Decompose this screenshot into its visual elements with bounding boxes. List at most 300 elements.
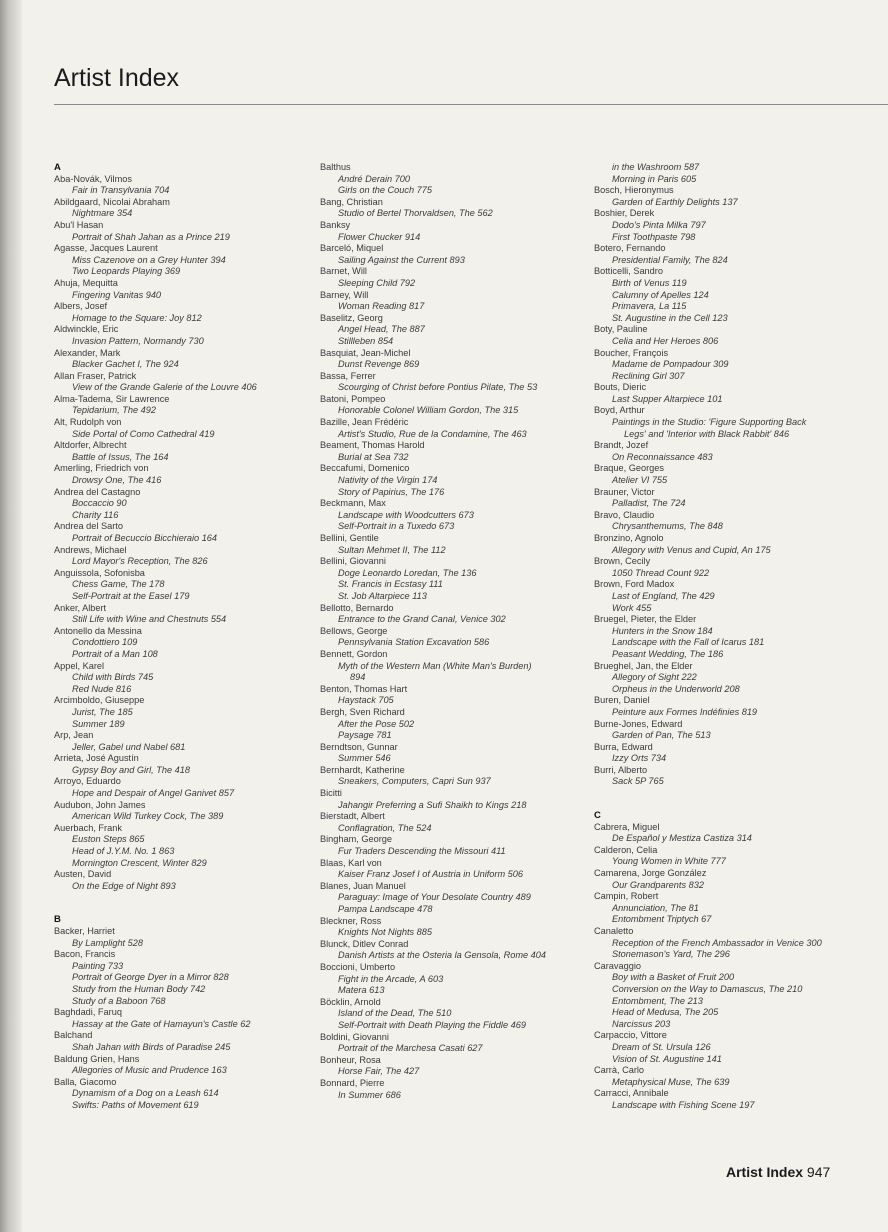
artwork-title: Metaphysical Muse, The 639 (612, 1076, 730, 1087)
artist-name: Auerbach, Frank (54, 822, 122, 833)
index-entry (594, 891, 844, 926)
artwork-title: Garden of Pan, The 513 (612, 730, 711, 741)
artwork-title: Calumny of Apelles 124 (612, 289, 709, 300)
index-entry (320, 371, 570, 394)
index-entry (54, 776, 304, 799)
artist-name: Campin, Robert (594, 891, 659, 902)
page-title: Artist Index (54, 64, 180, 92)
artwork-title: Morning in Paris 605 (612, 173, 697, 184)
index-entry (320, 220, 570, 243)
artist-name: Bravo, Claudio (594, 509, 655, 520)
artwork-title: After the Pose 502 (338, 718, 415, 729)
index-entry (54, 1077, 304, 1112)
index-entry (54, 730, 304, 753)
index-entry (594, 765, 844, 788)
artwork-title: Self-Portrait at the Easel 179 (72, 590, 190, 601)
artist-name: Bellotto, Bernardo (320, 602, 394, 613)
artwork-title: Paintings in the Studio: 'Figure Supporting Back (612, 417, 807, 428)
artwork-title: Miss Cazenove on a Grey Hunter 394 (72, 254, 226, 265)
index-entry (54, 661, 304, 696)
artist-name: Allan Fraser, Patrick (54, 370, 137, 381)
index-entry (320, 463, 570, 498)
artwork-title: Entombment Triptych 67 (612, 914, 712, 925)
artwork-title: Burial at Sea 732 (338, 451, 409, 462)
artist-name: Boccioni, Umberto (320, 961, 396, 972)
artist-name: Böcklin, Arnold (320, 996, 381, 1007)
index-entry (54, 417, 304, 440)
index-entry (320, 707, 570, 742)
artist-name: Aba-Novák, Vilmos (54, 173, 132, 184)
index-entry (320, 417, 570, 440)
artwork-title: Hunters in the Snow 184 (612, 625, 713, 636)
index-entry (320, 881, 570, 916)
artist-name: Bellini, Gentile (320, 533, 379, 543)
artist-name: Bernhardt, Katherine (320, 764, 405, 775)
artwork-title: In Summer 686 (338, 1089, 401, 1100)
artwork-title: André Derain 700 (338, 173, 411, 184)
artist-name: Bassa, Ferrer (320, 370, 376, 381)
artist-name: Berndtson, Gunnar (320, 741, 398, 752)
artwork-title: Last Supper Altarpiece 101 (612, 393, 723, 404)
artwork-title: Lord Mayor's Reception, The 826 (72, 556, 208, 567)
index-entry (594, 1030, 844, 1065)
index-entry (54, 800, 304, 823)
artwork-title: Jahangir Preferring a Sufi Shaikh to Kings 218 (338, 799, 527, 810)
artwork-title: Pennsylvania Station Excavation 586 (338, 637, 490, 648)
index-entry (320, 533, 570, 556)
index-entry (54, 823, 304, 869)
index-entry (320, 788, 570, 811)
artwork-title: Paysage 781 (338, 730, 392, 741)
artwork-title: Boy with a Basket of Fruit 200 (612, 972, 735, 983)
page-footer (726, 1164, 830, 1180)
artist-name: Cabrera, Miguel (594, 821, 660, 832)
artist-name: Carrà, Carlo (594, 1065, 645, 1076)
artist-name: Arcimboldo, Giuseppe (54, 695, 145, 706)
artist-name: Blanes, Juan Manuel (320, 880, 406, 891)
artwork-title: Condottiero 109 (72, 637, 138, 648)
artwork-title: Haystack 705 (338, 695, 394, 706)
artist-name: Austen, David (54, 869, 112, 880)
index-entry (320, 939, 570, 962)
artwork-title: Horse Fair, The 427 (338, 1066, 420, 1077)
index-entry (320, 811, 570, 834)
artwork-title: Chrysanthemums, The 848 (612, 521, 723, 532)
artist-name: Bonnard, Pierre (320, 1077, 385, 1088)
artwork-title: Last of England, The 429 (612, 590, 715, 601)
index-entry (594, 348, 844, 383)
artwork-title: Paraguay: Image of Your Desolate Country 489 (338, 892, 531, 903)
artist-name: Alt, Rudolph von (54, 417, 122, 428)
index-entry (594, 695, 844, 718)
index-entry (54, 301, 304, 324)
index-entry (594, 324, 844, 347)
artwork-title: Euston Steps 865 (72, 834, 145, 845)
artwork-title: Fair in Transylvania 704 (72, 185, 170, 196)
artwork-title: Side Portal of Como Cathedral 419 (72, 428, 215, 439)
index-entry (320, 556, 570, 602)
artwork-title: Sultan Mehmet II, The 112 (338, 544, 446, 555)
artwork-title: Portrait of a Man 108 (72, 648, 158, 659)
index-entry (594, 185, 844, 208)
index-entry (54, 603, 304, 626)
index-entry (594, 440, 844, 463)
artwork-title: Angel Head, The 887 (338, 324, 425, 335)
index-entry (54, 1030, 304, 1053)
index-entry (594, 719, 844, 742)
artwork-title: Birth of Venus 119 (612, 277, 687, 288)
index-entry (594, 845, 844, 868)
section-gap (594, 788, 844, 810)
artwork-title: Reception of the French Ambassador in Venice 300 (612, 937, 822, 948)
artwork-title: Artist's Studio, Rue de la Condamine, The 463 (338, 428, 527, 439)
artwork-title: Danish Artists at the Osteria la Gensola, Rome 404 (338, 950, 547, 961)
index-entry (320, 962, 570, 997)
artwork-title: Invasion Pattern, Normandy 730 (72, 335, 204, 346)
artist-name: Arroyo, Eduardo (54, 776, 121, 787)
artist-name: Andrea del Castagno (54, 486, 141, 497)
artwork-title: Stonemason's Yard, The 296 (612, 949, 730, 960)
artist-name: Buren, Daniel (594, 695, 650, 706)
artwork-title: 894 (350, 672, 366, 683)
artwork-title: St. Augustine in the Cell 123 (612, 312, 728, 323)
artwork-title: Work 455 (612, 602, 652, 613)
artwork-title: Entombment, The 213 (612, 995, 703, 1006)
artwork-title: Hassay at the Gate of Hamayun's Castle 62 (72, 1018, 251, 1029)
artist-name: Albers, Josef (54, 301, 108, 312)
artwork-title: Atelier VI 755 (612, 475, 668, 486)
artist-name: Brauner, Victor (594, 486, 655, 497)
index-entry (594, 822, 844, 845)
artwork-title: Palladist, The 724 (612, 498, 686, 509)
artwork-title: Gypsy Boy and Girl, The 418 (72, 764, 190, 775)
artwork-title: Dynamism of a Dog on a Leash 614 (72, 1088, 219, 1099)
artist-name: Andrea del Sarto (54, 521, 123, 532)
artist-name: Bronzino, Agnolo (594, 533, 664, 543)
artist-name: Bellini, Giovanni (320, 556, 386, 567)
artwork-title: Jurist, The 185 (72, 706, 133, 717)
artwork-title: Girls on the Couch 775 (338, 185, 432, 196)
index-entry (54, 197, 304, 220)
index-entry (320, 1055, 570, 1078)
index-entry (320, 440, 570, 463)
index-entry (320, 997, 570, 1032)
artwork-title: Nightmare 354 (72, 208, 133, 219)
artwork-title: Allegory of Sight 222 (612, 672, 697, 683)
index-entry (594, 614, 844, 660)
artist-name: Arp, Jean (54, 730, 94, 741)
artist-name: Amerling, Friedrich von (54, 463, 149, 474)
index-entry (54, 348, 304, 371)
index-entry (594, 868, 844, 891)
artwork-title: Honorable Colonel William Gordon, The 315 (338, 405, 519, 416)
index-entry (320, 1032, 570, 1055)
artist-name: Benton, Thomas Hart (320, 683, 408, 694)
artist-name: Appel, Karel (54, 660, 105, 671)
artwork-title: Woman Reading 817 (338, 301, 425, 312)
artwork-title: Head of J.Y.M. No. 1 863 (72, 846, 175, 857)
index-entry (54, 1007, 304, 1030)
artist-name: Bouts, Dieric (594, 382, 647, 393)
artwork-title: Blacker Gachet I, The 924 (72, 359, 179, 370)
artwork-title: Portrait of Shah Jahan as a Prince 219 (72, 231, 230, 242)
artist-name: Carracci, Annibale (594, 1088, 669, 1099)
index-entry (54, 1054, 304, 1077)
artist-name: Bang, Christian (320, 196, 383, 207)
artwork-title: De Español y Mestiza Castiza 314 (612, 833, 752, 844)
artwork-title: Celia and Her Heroes 806 (612, 335, 719, 346)
index-entry (320, 649, 570, 684)
artwork-title: in the Washroom 587 (612, 162, 700, 172)
artwork-title: Knights Not Nights 885 (338, 927, 432, 938)
index-entry (320, 834, 570, 857)
index-entry (320, 765, 570, 788)
index-entry (594, 533, 844, 556)
artist-name: Agasse, Jacques Laurent (54, 243, 158, 254)
index-entry (54, 926, 304, 949)
index-entry (320, 858, 570, 881)
index-entry (320, 742, 570, 765)
artwork-title: Portrait of Becuccio Bicchieraio 164 (72, 533, 218, 543)
artwork-title: St. Francis in Ecstasy 111 (338, 579, 443, 590)
artist-name: Ahuja, Mequitta (54, 277, 118, 288)
artwork-title: Battle of Issus, The 164 (72, 451, 169, 462)
artist-name: Balchand (54, 1030, 93, 1041)
artist-name: Balthus (320, 162, 351, 172)
index-entry (54, 626, 304, 661)
artwork-title: Jeller, Gabel und Nabel 681 (72, 741, 186, 752)
artwork-title: Fight in the Arcade, A 603 (338, 973, 444, 984)
index-entry (54, 568, 304, 603)
index-entry (320, 394, 570, 417)
index-entry (594, 1088, 844, 1111)
artwork-title: Swifts: Paths of Movement 619 (72, 1099, 199, 1110)
artist-name: Burri, Alberto (594, 764, 648, 775)
index-entry (54, 487, 304, 522)
index-entry (320, 498, 570, 533)
index-entry (54, 869, 304, 892)
artist-name: Botero, Fernando (594, 243, 666, 254)
artwork-title: Study from the Human Body 742 (72, 983, 206, 994)
index-entry (594, 463, 844, 486)
artwork-title: Story of Papirius, The 176 (338, 486, 445, 497)
artist-name: Bazille, Jean Frédéric (320, 417, 409, 428)
index-entry (320, 290, 570, 313)
artist-name: Blaas, Karl von (320, 857, 382, 868)
index-entry (320, 916, 570, 939)
artist-name: Boldini, Giovanni (320, 1031, 389, 1042)
artwork-title: Shah Jahan with Birds of Paradise 245 (72, 1041, 231, 1052)
artwork-title: Conflagration, The 524 (338, 822, 432, 833)
index-entry (594, 926, 844, 961)
artwork-title: Portrait of George Dyer in a Mirror 828 (72, 972, 229, 983)
artwork-title: Summer 189 (72, 718, 125, 729)
index-entry (594, 487, 844, 510)
artist-name: Batoni, Pompeo (320, 393, 386, 404)
artist-name: Audubon, John James (54, 799, 146, 810)
section-gap (54, 892, 304, 914)
artist-name: Baghdadi, Faruq (54, 1007, 122, 1018)
index-entry (54, 440, 304, 463)
artist-name: Bosch, Hieronymus (594, 185, 674, 196)
artist-name: Baldung Grien, Hans (54, 1053, 140, 1064)
index-entry (54, 545, 304, 568)
artwork-title: Garden of Earthly Delights 137 (612, 196, 738, 207)
artist-name: Arrieta, José Agustín (54, 753, 139, 764)
artwork-title: Peasant Wedding, The 186 (612, 648, 724, 659)
artist-name: Burne-Jones, Edward (594, 718, 683, 729)
footer-label: Artist Index (726, 1164, 804, 1180)
index-entry (54, 394, 304, 417)
artwork-title: St. Job Altarpiece 113 (338, 590, 427, 601)
index-entry (320, 626, 570, 649)
index-entry (594, 556, 844, 579)
index-column-3 (594, 162, 844, 1112)
artwork-title: Allegories of Music and Prudence 163 (72, 1065, 227, 1076)
artwork-title: Flower Chucker 914 (338, 231, 421, 242)
artist-name: Anguissola, Sofonisba (54, 567, 145, 578)
artwork-title: Child with Birds 745 (72, 672, 154, 683)
artwork-title: Studio of Bertel Thorvaldsen, The 562 (338, 208, 493, 219)
index-entry (54, 521, 304, 544)
artist-name: Boyd, Arthur (594, 405, 645, 416)
artwork-title: Stillleben 854 (338, 335, 394, 346)
artwork-title: Hope and Despair of Angel Ganivet 857 (72, 788, 235, 799)
artwork-title: Self-Portrait with Death Playing the Fiddle 469 (338, 1019, 526, 1030)
artwork-title: Sailing Against the Current 893 (338, 254, 465, 265)
artist-name: Basquiat, Jean-Michel (320, 347, 411, 358)
artist-name: Bonheur, Rosa (320, 1054, 381, 1065)
artist-name: Boty, Pauline (594, 324, 648, 335)
artist-name: Altdorfer, Albrecht (54, 440, 127, 451)
artist-name: Blunck, Ditlev Conrad (320, 938, 409, 949)
index-column-1 (54, 162, 304, 1112)
artist-name: Braque, Georges (594, 463, 664, 474)
artwork-title: View of the Grande Galerie of the Louvre 406 (72, 382, 257, 393)
index-entry (594, 208, 844, 243)
artwork-title: Madame de Pompadour 309 (612, 359, 729, 370)
artwork-title: Head of Medusa, The 205 (612, 1007, 719, 1018)
index-entry (320, 1078, 570, 1101)
artist-name: Boucher, François (594, 347, 669, 358)
index-entry (594, 382, 844, 405)
artwork-title: Sneakers, Computers, Capri Sun 937 (338, 776, 491, 787)
page-gutter-shadow (0, 0, 22, 1232)
artist-name: Andrews, Michael (54, 544, 127, 555)
artwork-title: Vision of St. Augustine 141 (612, 1053, 722, 1064)
artwork-title: Primavera, La 115 (612, 301, 687, 312)
artwork-title: Fur Traders Descending the Missouri 411 (338, 846, 506, 857)
index-entry (54, 371, 304, 394)
artist-name: Barceló, Miquel (320, 243, 384, 254)
artist-name: Brandt, Jozef (594, 440, 649, 451)
artwork-title: Still Life with Wine and Chestnuts 554 (72, 614, 227, 625)
index-entry (54, 753, 304, 776)
artist-name: Bicitti (320, 788, 342, 799)
artwork-title: Portrait of the Marchesa Casati 627 (338, 1043, 483, 1054)
artist-name: Banksy (320, 219, 351, 230)
artwork-title: Kaiser Franz Josef I of Austria in Uniform 506 (338, 869, 524, 880)
index-entry (54, 220, 304, 243)
index-entry (594, 510, 844, 533)
index-entry (320, 684, 570, 707)
artist-name: Brown, Ford Madox (594, 579, 675, 590)
index-entry (320, 313, 570, 348)
index-entry (54, 278, 304, 301)
artwork-title: Peinture aux Formes Indéfinies 819 (612, 706, 758, 717)
artist-name: Bingham, George (320, 834, 393, 845)
artist-name: Bacon, Francis (54, 949, 116, 960)
index-entry (54, 174, 304, 197)
artwork-title: Drowsy One, The 416 (72, 475, 162, 486)
index-entry (320, 266, 570, 289)
artwork-title: Two Leopards Playing 369 (72, 266, 181, 277)
title-rule (54, 104, 888, 105)
artwork-title: Landscape with Fishing Scene 197 (612, 1099, 755, 1110)
artwork-title: Sack 5P 765 (612, 776, 664, 787)
index-entry (54, 463, 304, 486)
artwork-title: Self-Portrait in a Tuxedo 673 (338, 521, 455, 532)
artist-name: Bleckner, Ross (320, 915, 382, 926)
artist-name: Burra, Edward (594, 741, 653, 752)
artwork-title: Nativity of the Virgin 174 (338, 475, 438, 486)
artwork-title: Pampa Landscape 478 (338, 904, 433, 914)
artist-name: Camarena, Jorge González (594, 868, 707, 879)
index-entry (320, 162, 570, 197)
artist-name: Barnet, Will (320, 266, 367, 277)
artist-name: Carpaccio, Vittore (594, 1030, 667, 1041)
artwork-title: Legs' and 'Interior with Black Rabbit' 846 (624, 428, 790, 439)
artwork-title: Fingering Vanitas 940 (72, 289, 162, 300)
artwork-title: Presidential Family, The 824 (612, 254, 728, 265)
artwork-title: Island of the Dead, The 510 (338, 1008, 452, 1019)
artwork-title: American Wild Turkey Cock, The 389 (72, 811, 224, 822)
artwork-title: Red Nude 816 (72, 683, 132, 694)
artwork-title: Mornington Crescent, Winter 829 (72, 857, 207, 868)
artist-name: Boshier, Derek (594, 208, 655, 219)
artwork-title: Narcissus 203 (612, 1018, 671, 1029)
index-entry (320, 603, 570, 626)
artist-name: Bennett, Gordon (320, 648, 388, 659)
index-entry (594, 661, 844, 696)
artwork-title: Matera 613 (338, 985, 385, 996)
artist-name: Anker, Albert (54, 602, 107, 613)
artist-name: Brown, Cecily (594, 556, 651, 567)
artist-name: Botticelli, Sandro (594, 266, 663, 277)
artist-name: Abildgaard, Nicolai Abraham (54, 196, 170, 207)
artist-name: Bruegel, Pieter, the Elder (594, 614, 697, 625)
artist-name: Canaletto (594, 926, 634, 936)
artwork-title: Dunst Revenge 869 (338, 359, 420, 370)
index-entry (54, 949, 304, 1007)
artwork-title: 1050 Thread Count 922 (612, 567, 710, 578)
artist-name: Baselitz, Georg (320, 312, 383, 323)
artwork-title: Charity 116 (72, 509, 119, 520)
artwork-title: Landscape with Woodcutters 673 (338, 509, 474, 520)
artist-name: Abu'l Hasan (54, 219, 104, 230)
artist-name: Bellows, George (320, 625, 388, 636)
artist-name: Bierstadt, Albert (320, 811, 385, 822)
artist-name: Backer, Harriet (54, 926, 115, 936)
artwork-title: First Toothpaste 798 (612, 231, 696, 242)
artist-name: Beckmann, Max (320, 498, 386, 509)
artwork-title: Sleeping Child 792 (338, 277, 416, 288)
artwork-title: Orpheus in the Underworld 208 (612, 683, 740, 694)
artist-name: Beccafumi, Domenico (320, 463, 410, 474)
artwork-title: Doge Leonardo Loredan, The 136 (338, 567, 477, 578)
index-column-2 (320, 162, 570, 1101)
index-entry (594, 742, 844, 765)
